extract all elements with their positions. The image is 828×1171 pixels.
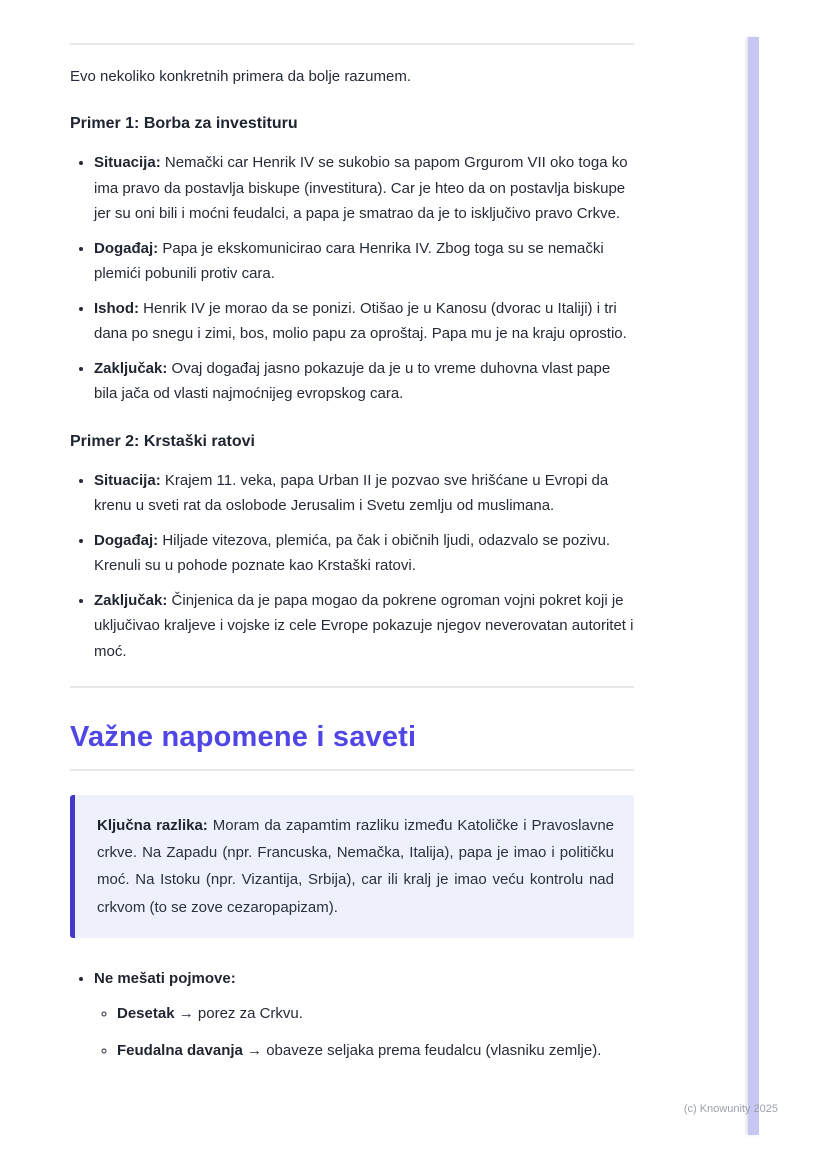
notes-sub-list bbox=[94, 1002, 634, 1063]
list-item bbox=[94, 150, 634, 227]
example-2-list bbox=[70, 468, 634, 665]
item-text: Henrik IV je morao da se ponizi. Otišao je u Kanosu (dvorac u Italiji) i tri dana po snegu i zimi, bos, molio papu za oproštaj. Papa mu je na kraju oprostio. bbox=[94, 299, 627, 342]
item-label: Ne mešati pojmove: bbox=[94, 969, 236, 987]
section-title: Važne napomene i saveti bbox=[70, 721, 417, 753]
item-label: Događaj: bbox=[94, 531, 159, 549]
example-1-heading: Primer 1: Borba za investituru bbox=[70, 115, 298, 132]
item-label: Zaključak: bbox=[94, 359, 168, 377]
list-item bbox=[94, 588, 634, 665]
notes-list bbox=[70, 966, 634, 1064]
sub-list-item bbox=[117, 1039, 634, 1063]
item-label: Situacija: bbox=[94, 471, 161, 489]
content-column bbox=[70, 0, 634, 1063]
callout-paragraph bbox=[97, 812, 614, 921]
heading-underline bbox=[70, 769, 634, 771]
callout-text: Moram da zapamtim razliku između Katoličke i Pravoslavne crkve. Na Zapadu (npr. Francuska, Nemačka, Italija), papa je imao i političku moć. Na Istoku (npr. Vizantija, Srbija), car ili kralj je imao veću kontrolu nad crkvom (to se zove cezaropapizam). bbox=[97, 816, 615, 916]
term-text: → obaveze seljaka prema feudalcu (vlasniku zemlje). bbox=[247, 1042, 602, 1060]
copyright-footer: (c) Knowunity 2025 bbox=[683, 1103, 778, 1115]
item-text: Krajem 11. veka, papa Urban II je pozvao sve hrišćane u Evropi da krenu u sveti rat da oslobode Jerusalim i Svetu zemlju od muslimana. bbox=[94, 471, 609, 514]
item-text: Hiljade vitezova, plemića, pa čak i običnih ljudi, odazvalo se pozivu. Krenuli su u pohode poznate kao Krstaški ratovi. bbox=[94, 531, 611, 574]
section-divider-mid bbox=[70, 686, 634, 688]
list-item bbox=[94, 236, 634, 287]
sub-list-item bbox=[117, 1002, 634, 1026]
example-1-list bbox=[70, 150, 634, 407]
item-text: Činjenica da je papa mogao da pokrene ogroman vojni pokret koji je uključivao kraljeve i vojske iz cele Evrope pokazuje njegov neverovatan autoritet i moć. bbox=[94, 591, 634, 660]
list-item bbox=[94, 296, 634, 347]
key-difference-callout bbox=[70, 795, 634, 938]
item-label: Zaključak: bbox=[94, 591, 168, 609]
section-divider-top bbox=[70, 43, 634, 45]
list-item bbox=[94, 356, 634, 407]
intro-paragraph: Evo nekoliko konkretnih primera da bolje razumem. bbox=[70, 68, 411, 85]
list-item bbox=[94, 468, 634, 519]
callout-label: Ključna razlika: bbox=[97, 816, 208, 834]
item-label: Situacija: bbox=[94, 154, 161, 171]
item-text: Nemački car Henrik IV se sukobio sa papom Grgurom VII oko toga ko ima pravo da postavlja biskupe (investitura). Car je hteo da on postavlja biskupe jer su oni bili i moćni feudalci, a papa je smatrao da je to isključivo pravo Crkve. bbox=[94, 154, 628, 222]
page-edge-bar bbox=[748, 37, 759, 1135]
example-2-heading: Primer 2: Krstaški ratovi bbox=[70, 432, 255, 450]
item-text: Papa je ekskomunicirao cara Henrika IV. Zbog toga su se nemački plemići pobunili protiv cara. bbox=[94, 239, 604, 282]
term-label: Desetak bbox=[117, 1005, 175, 1023]
term-label: Feudalna davanja bbox=[117, 1042, 243, 1060]
list-item bbox=[94, 528, 634, 579]
list-item bbox=[94, 966, 634, 1064]
item-label: Događaj: bbox=[94, 239, 159, 257]
item-text: Ovaj događaj jasno pokazuje da je u to vreme duhovna vlast pape bila jača od vlasti najmoćnijeg evropskog cara. bbox=[94, 359, 611, 402]
item-label: Ishod: bbox=[94, 299, 139, 317]
term-text: → porez za Crkvu. bbox=[178, 1005, 303, 1023]
